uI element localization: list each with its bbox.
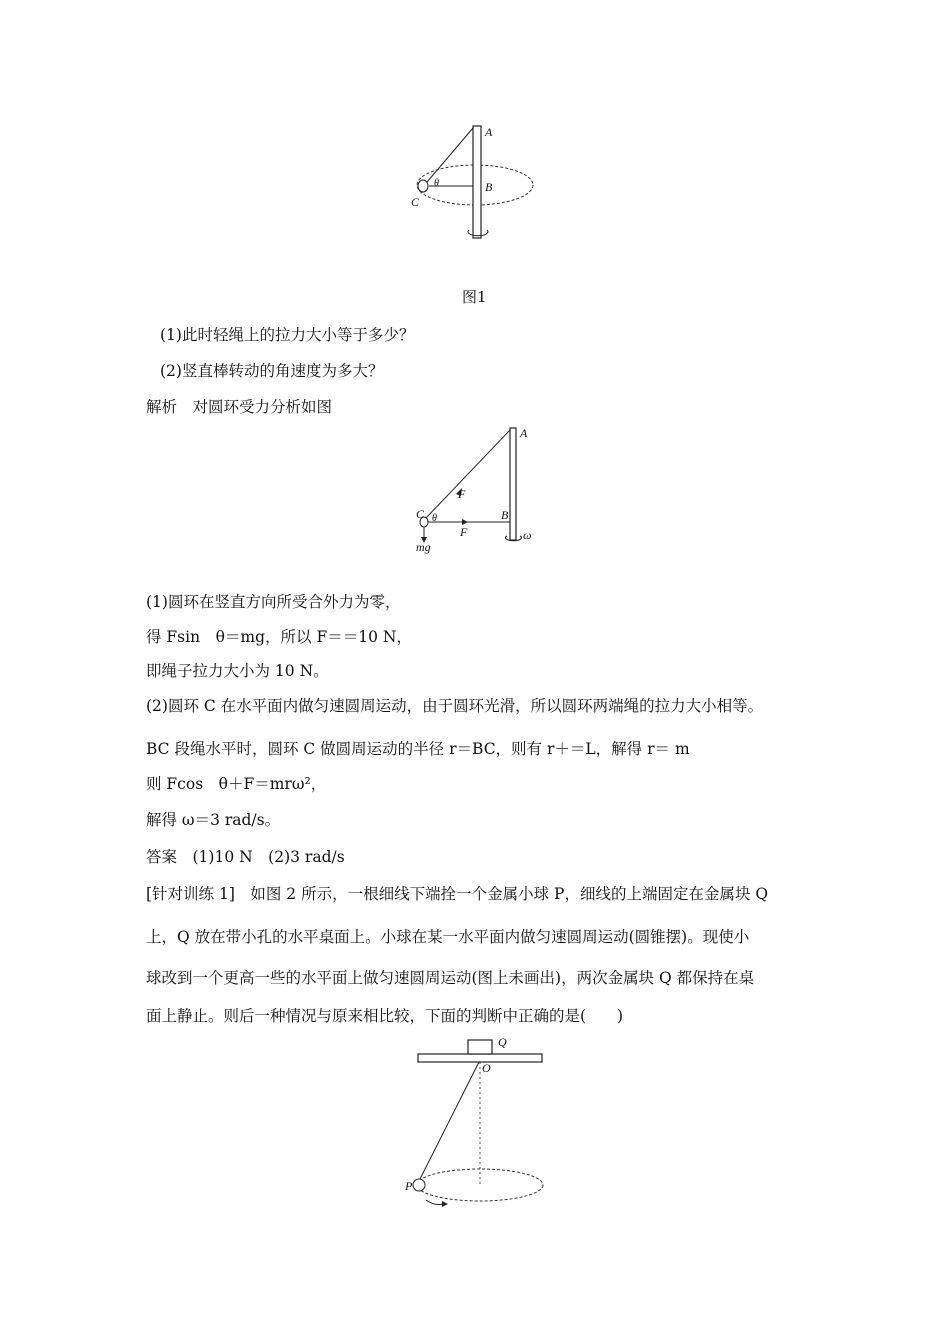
rope-ac [427, 128, 473, 182]
solution-line-3: 即绳子拉力大小为 10 N。 [146, 662, 329, 680]
exercise-line-2: 上，Q 放在带小孔的水平桌面上。小球在某一水平面内做匀速圆周运动(圆锥摆)。现使小 [146, 928, 750, 946]
exercise-line-1: [针对训练 1] 如图 2 所示，一根细线下端拴一个金属小球 P，细线的上端固定在金属块 Q [146, 885, 769, 903]
solution-line-7: 解得 ω＝3 rad/s。 [146, 811, 281, 829]
question-1: (1)此时轻绳上的拉力大小等于多少？ [160, 326, 415, 344]
label-c: C [411, 195, 420, 209]
vertical-rod [473, 126, 481, 238]
label-b: B [501, 508, 509, 522]
ring-c [418, 180, 428, 192]
label-p: P [405, 1179, 413, 1193]
string-op [420, 1062, 479, 1179]
rope-ac [426, 430, 510, 518]
label-a: A [520, 426, 528, 440]
label-o: O [482, 1061, 491, 1075]
force-diagram [410, 422, 550, 557]
exercise-line-4: 面上静止。则后一种情况与原来相比较，下面的判断中正确的是( ) [146, 1007, 624, 1025]
figure-2 [400, 1030, 560, 1210]
label-q: Q [498, 1035, 507, 1049]
solution-line-4: (2)圆环 C 在水平面内做匀速圆周运动，由于圆环光滑，所以圆环两端绳的拉力大小相等。 [146, 697, 764, 715]
solution-line-5: BC 段绳水平时，圆环 C 做圆周运动的半径 r＝BC，则有 r＋＝L，解得 r＝ m [146, 740, 690, 758]
label-theta: θ [434, 178, 439, 189]
question-2: (2)竖直棒转动的角速度为多大？ [160, 362, 384, 380]
analysis-heading: 解析 对圆环受力分析如图 [146, 398, 333, 416]
solution-line-6: 则 Fcos θ＋F＝mrω²， [146, 775, 327, 793]
label-f2: F [460, 525, 468, 539]
ball-p [413, 1179, 425, 1191]
label-c: C [416, 507, 425, 521]
solution-line-1: (1)圆环在竖直方向所受合外力为零， [146, 593, 401, 611]
label-f1: F [458, 487, 466, 501]
table-top [418, 1054, 542, 1062]
motion-arrow-icon [426, 1200, 444, 1205]
exercise-line-3: 球改到一个更高一些的水平面上做匀速圆周运动(图上未画出)，两次金属块 Q 都保持在桌 [146, 969, 755, 987]
label-theta: θ [432, 513, 437, 524]
arrow-head-icon [442, 1201, 448, 1207]
metal-block-q [468, 1040, 492, 1054]
label-mg: mg [416, 540, 431, 554]
vertical-rod [510, 428, 516, 540]
label-b: B [485, 180, 493, 194]
label-a: A [485, 125, 493, 139]
solution-line-2: 得 Fsin θ＝mg，所以 F＝＝10 N， [146, 628, 412, 646]
figure-1 [405, 120, 545, 250]
answer-line: 答案 (1)10 N (2)3 rad/s [146, 848, 345, 866]
label-omega: ω [523, 528, 532, 542]
figure-1-caption: 图1 [462, 288, 487, 306]
